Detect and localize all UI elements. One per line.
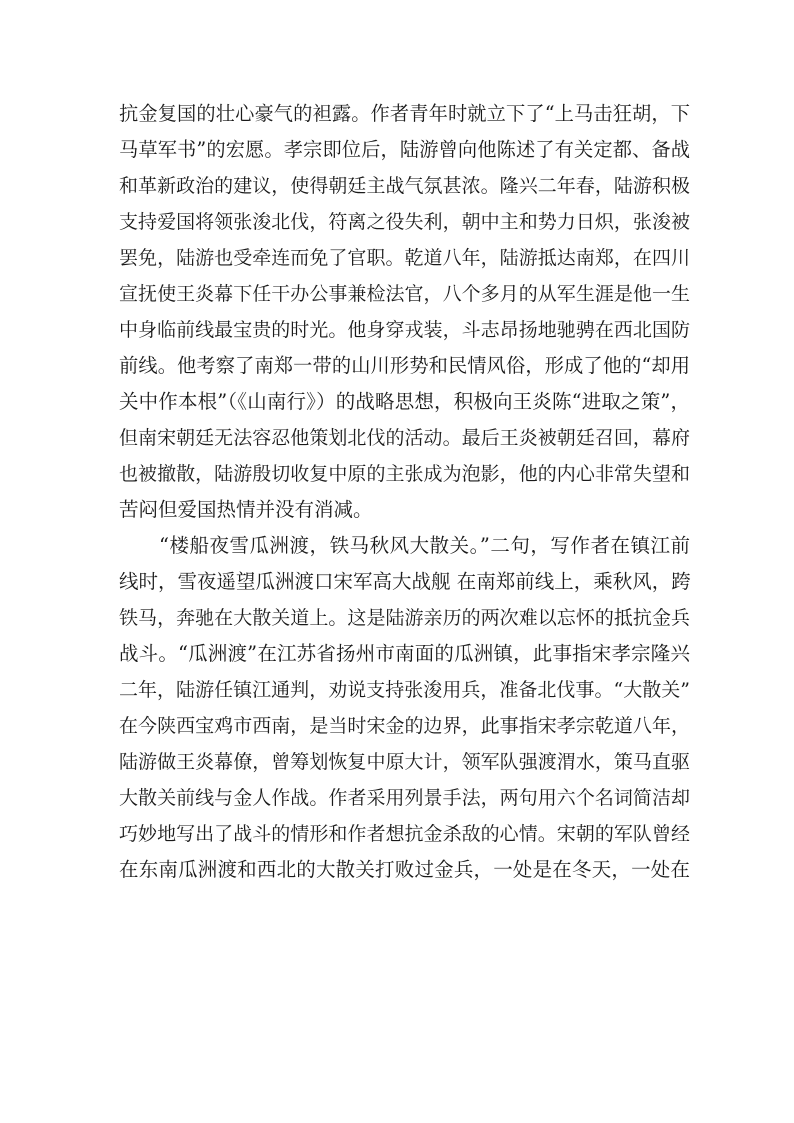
text-line: 和革新政治的建议，使得朝廷主战气氛甚浓。隆兴二年春，陆游积极 (119, 175, 690, 197)
paragraph-1 (119, 96, 690, 528)
text-line: 马草军书”的宏愿。孝宗即位后，陆游曾向他陈述了有关定都、备战 (119, 138, 690, 161)
text-line: 关中作本根”（《山南行》）的战略思想，积极向王炎陈“进取之策”， (119, 390, 690, 413)
text-line: 也被撤散，陆游殷切收复中原的主张成为泡影，他的内心非常失望和 (119, 463, 690, 485)
text-line: 支持爱国将领张浚北伐，符离之役失利，朝中主和势力日炽，张浚被 (119, 211, 690, 233)
text-line: 抗金复国的壮心豪气的袒露。作者青年时就立下了“上马击狂胡，下 (119, 102, 690, 125)
text-line: 陆游做王炎幕僚，曾筹划恢复中原大计，领军队强渡渭水，策马直驱 (119, 751, 690, 773)
text-line: 战斗。“瓜洲渡”在江苏省扬州市南面的瓜洲镇，此事指宋孝宗隆兴 (119, 642, 690, 665)
text-line: 在东南瓜洲渡和西北的大散关打败过金兵，一处是在冬天，一处在 (119, 858, 690, 881)
text-line: 苦闷但爱国热情并没有消减。 (119, 498, 373, 521)
paragraph-2 (119, 528, 690, 888)
text-line: 二年，陆游任镇江通判，劝说支持张浚用兵，准备北伐事。“大散关” (119, 679, 690, 701)
text-line: 前线。他考察了南郑一带的山川形势和民情风俗，形成了他的“却用 (119, 354, 690, 377)
text-line: 宣抚使王炎幕下任干办公事兼检法官，八个多月的从军生涯是他一生 (119, 283, 690, 305)
text-line: 罢免，陆游也受牵连而免了官职。乾道八年，陆游抵达南郑，在四川 (119, 247, 690, 269)
text-line: 线时，雪夜遥望瓜洲渡口宋军高大战舰 在南郑前线上，乘秋风，跨 (119, 570, 691, 593)
text-line: 在今陕西宝鸡市西南，是当时宋金的边界，此事指宋孝宗乾道八年， (119, 715, 690, 737)
text-line: 但南宋朝廷无法容忍他策划北伐的活动。最后王炎被朝廷召回，幕府 (119, 427, 690, 449)
text-line: 铁马，奔驰在大散关道上。这是陆游亲历的两次难以忘怀的抵抗金兵 (119, 607, 690, 629)
text-line: 大散关前线与金人作战。作者采用列景手法，两句用六个名词简洁却 (119, 787, 690, 809)
text-line: 中身临前线最宝贵的时光。他身穿戎装，斗志昂扬地驰骋在西北国防 (119, 319, 690, 341)
document-body (119, 96, 690, 888)
text-line: 巧妙地写出了战斗的情形和作者想抗金杀敌的心情。宋朝的军队曾经 (119, 823, 690, 845)
text-line: “楼船夜雪瓜洲渡，铁马秋风大散关。”二句，写作者在镇江前 (159, 534, 690, 557)
